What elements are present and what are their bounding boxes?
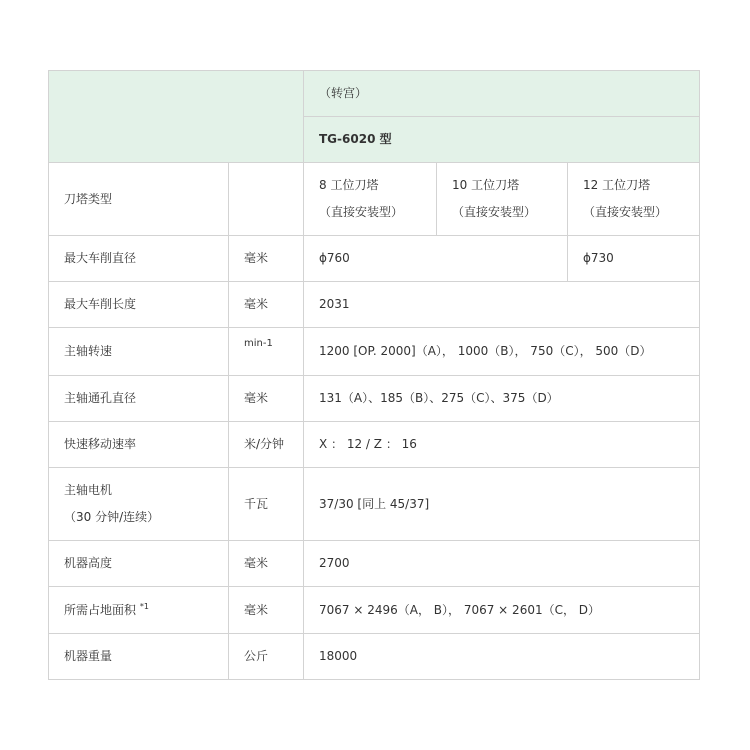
row-label-spindle-motor-sub: （30 分钟/连续） bbox=[64, 510, 160, 524]
table-row-spindle-speed bbox=[49, 328, 700, 376]
row-value-max-swing-b: ϕ730 bbox=[568, 236, 700, 282]
row-label-spindle-bore: 主轴通孔直径 bbox=[49, 376, 229, 422]
turret-option-12-name: 12 工位刀塔 bbox=[583, 178, 651, 192]
turret-option-10 bbox=[437, 163, 568, 236]
row-label-machine-weight: 机器重量 bbox=[49, 634, 229, 680]
turret-option-8 bbox=[304, 163, 437, 236]
row-value-max-swing-a: ϕ760 bbox=[304, 236, 568, 282]
turret-option-8-note: （直接安装型） bbox=[319, 205, 404, 219]
row-value-spindle-bore: 131（A）、185（B）、275（C）、375（D） bbox=[304, 376, 700, 422]
row-unit-max-length: 毫米 bbox=[229, 282, 304, 328]
row-unit-machine-height: 毫米 bbox=[229, 541, 304, 587]
row-value-machine-weight: 18000 bbox=[304, 634, 700, 680]
header-model: TG-6020 型 bbox=[304, 117, 700, 163]
row-label-spindle-motor: 主轴电机 bbox=[64, 483, 113, 497]
row-label-floor-space: 所需占地面积 bbox=[64, 602, 137, 617]
table-row-turret bbox=[49, 163, 700, 236]
row-unit-max-swing: 毫米 bbox=[229, 236, 304, 282]
row-label-floor-space-cell bbox=[49, 587, 229, 634]
row-label-spindle-motor-cell bbox=[49, 468, 229, 541]
row-label-spindle-speed: 主轴转速 bbox=[49, 328, 229, 376]
table-row-machine-height bbox=[49, 541, 700, 587]
table-row-floor-space bbox=[49, 587, 700, 634]
table-row-spindle-motor bbox=[49, 468, 700, 541]
spec-table bbox=[48, 70, 700, 680]
table-row-rapid-traverse bbox=[49, 422, 700, 468]
table-row-spindle-bore bbox=[49, 376, 700, 422]
row-unit-machine-weight: 公斤 bbox=[229, 634, 304, 680]
turret-option-10-name: 10 工位刀塔 bbox=[452, 178, 520, 192]
row-unit-spindle-motor: 千瓦 bbox=[229, 468, 304, 541]
table-row-machine-weight bbox=[49, 634, 700, 680]
row-label-rapid-traverse: 快速移动速率 bbox=[49, 422, 229, 468]
turret-option-10-note: （直接安装型） bbox=[452, 205, 537, 219]
row-label-max-swing: 最大车削直径 bbox=[49, 236, 229, 282]
header-empty-cell bbox=[49, 71, 304, 163]
row-label-max-length: 最大车削长度 bbox=[49, 282, 229, 328]
row-label-machine-height: 机器高度 bbox=[49, 541, 229, 587]
header-turret-type: （转宫） bbox=[304, 71, 700, 117]
turret-option-12 bbox=[568, 163, 700, 236]
turret-option-12-note: （直接安装型） bbox=[583, 205, 668, 219]
row-value-floor-space: 7067 × 2496（A， B）， 7067 × 2601（C， D） bbox=[304, 587, 700, 634]
row-label-turret: 刀塔类型 bbox=[49, 163, 229, 236]
header-row-type bbox=[49, 71, 700, 117]
footnote-marker: *1 bbox=[139, 601, 149, 611]
table-row-max-swing bbox=[49, 236, 700, 282]
row-value-max-length: 2031 bbox=[304, 282, 700, 328]
row-unit-floor-space: 毫米 bbox=[229, 587, 304, 634]
turret-option-8-name: 8 工位刀塔 bbox=[319, 178, 379, 192]
row-unit-spindle-bore: 毫米 bbox=[229, 376, 304, 422]
table-row-max-length bbox=[49, 282, 700, 328]
row-unit-spindle-speed: min-1 bbox=[229, 328, 304, 376]
row-value-spindle-motor: 37/30 [同上 45/37] bbox=[304, 468, 700, 541]
row-unit-rapid-traverse: 米/分钟 bbox=[229, 422, 304, 468]
row-value-rapid-traverse: X ： 12 / Z ： 16 bbox=[304, 422, 700, 468]
row-value-machine-height: 2700 bbox=[304, 541, 700, 587]
row-value-spindle-speed: 1200 [OP. 2000]（A）， 1000（B）， 750（C）， 500（D） bbox=[304, 328, 700, 376]
row-unit-turret bbox=[229, 163, 304, 236]
